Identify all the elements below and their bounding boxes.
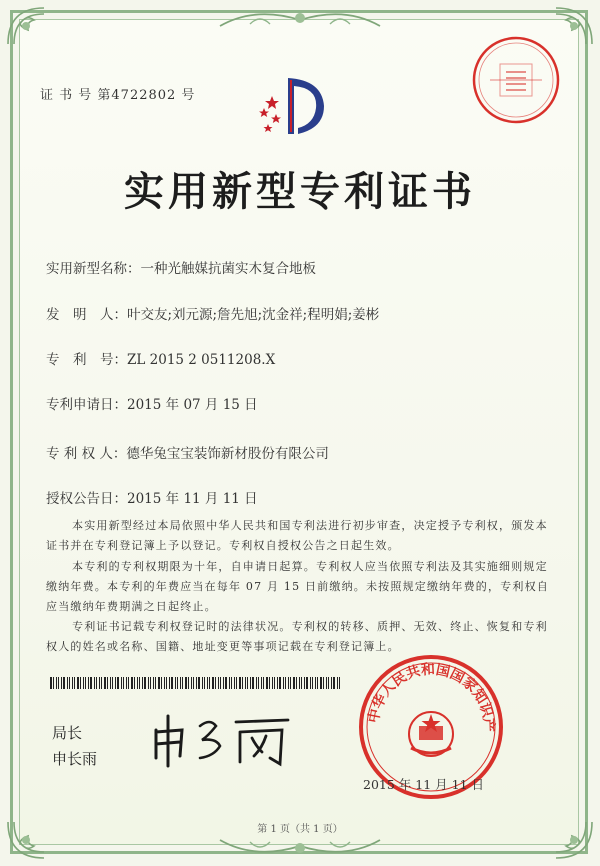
barcode-bar [288, 677, 289, 689]
barcode-bar [96, 677, 97, 689]
barcode-bar [175, 677, 176, 689]
barcode-bar [185, 677, 187, 689]
barcode-bar [212, 677, 214, 689]
barcode-bar [269, 677, 270, 689]
barcode-bar [285, 677, 286, 689]
seal-arc-text: 中华人民共和国国家知识产 [365, 661, 497, 733]
barcode-bar [77, 677, 79, 689]
barcode-bar [164, 677, 165, 689]
corner-ornament [4, 4, 50, 50]
barcode-bar [115, 677, 116, 689]
barcode-bar [277, 677, 278, 689]
barcode-bar [137, 677, 138, 689]
barcode-bar [131, 677, 133, 689]
barcode-bar [153, 677, 154, 689]
barcode-bar [263, 677, 264, 689]
barcode-bar [80, 677, 81, 689]
barcode-bar [134, 677, 135, 689]
barcode-bar [279, 677, 281, 689]
barcode-bar [177, 677, 178, 689]
barcode-bar [293, 677, 295, 689]
barcode-bar [333, 677, 335, 689]
grant-statement: 本实用新型经过本局依照中华人民共和国专利法进行初步审查，决定授予专利权，颁发本证书并在专利登记簿上予以登记。专利权自授权公告之日起生效。 [46, 519, 548, 552]
barcode-bar [220, 677, 221, 689]
barcode-bar [58, 677, 59, 689]
page-number: 第 1 页（共 1 页） [257, 824, 343, 835]
barcode-bar [166, 677, 167, 689]
utility-model-name: 实用新型名称：一种光触媒抗菌实木复合地板 [46, 261, 316, 277]
barcode-bar [142, 677, 143, 689]
barcode-bar [104, 677, 106, 689]
barcode-bar [283, 677, 284, 689]
barcode-bar [223, 677, 224, 689]
barcode-bar [306, 677, 308, 689]
barcode-bar [339, 677, 340, 689]
barcode-bar [171, 677, 173, 689]
barcode-bar [218, 677, 219, 689]
barcode-bar [215, 677, 216, 689]
barcode-bar [128, 677, 129, 689]
filing-date: 专利申请日：2015 年 07 月 15 日 [46, 397, 258, 413]
announcement-date: 授权公告日：2015 年 11 月 11 日 [46, 491, 258, 507]
barcode-bar [56, 677, 57, 689]
barcode-bar [94, 677, 95, 689]
barcode-bar [121, 677, 122, 689]
barcode-bar [304, 677, 305, 689]
barcode-bar [317, 677, 318, 689]
barcode-bar [72, 677, 73, 689]
barcode-bar [101, 677, 102, 689]
director-title: 局长 [52, 724, 83, 742]
barcode-bar [310, 677, 311, 689]
barcode-bar [90, 677, 92, 689]
barcode-bar [191, 677, 192, 689]
barcode-bar [180, 677, 181, 689]
barcode-bar [117, 677, 119, 689]
barcode-bar [312, 677, 313, 689]
register-statement: 专利证书记载专利权登记时的法律状况。专利权的转移、质押、无效、终止、恢复和专利权人的姓名或名称、国籍、地址变更等事项记载在专利登记簿上。 [46, 620, 548, 653]
barcode-bar [252, 677, 254, 689]
barcode-bar [112, 677, 113, 689]
barcode-bar [67, 677, 68, 689]
barcode-bar [245, 677, 246, 689]
barcode-bar [144, 677, 146, 689]
barcode-bar [155, 677, 156, 689]
barcode-bar [234, 677, 235, 689]
term-statement: 本专利的专利权期限为十年，自申请日起算。专利权人应当依照专利法及其实施细则规定缴纳年费。本专利的年费应当在每年 07 月 15 日前缴纳。未按照规定缴纳年费的，专利权自应当缴纳年费期满之日起终止。 [46, 560, 549, 613]
patent-office-logo [258, 72, 330, 140]
inventors: 发 明 人：叶交友;刘元源;詹先旭;沈金祥;程明娟;姜彬 [46, 307, 380, 323]
barcode-bar [320, 677, 322, 689]
barcode-bar [69, 677, 70, 689]
grant-date: 2015 年 11 月 11 日 [363, 777, 484, 792]
barcode-bar [150, 677, 151, 689]
certificate-number: 证 书 号 第4722802 号 [40, 88, 196, 103]
barcode-bar [196, 677, 197, 689]
barcode-bar [236, 677, 237, 689]
barcode-bar [272, 677, 273, 689]
barcode-bar [242, 677, 243, 689]
barcode-bar [328, 677, 329, 689]
barcode-bar [188, 677, 189, 689]
barcode-bar [148, 677, 149, 689]
barcode-bar [202, 677, 203, 689]
patent-number: 专 利 号：ZL 2015 2 0511208.X [46, 352, 276, 368]
barcode-bar [247, 677, 248, 689]
barcode [50, 677, 342, 689]
barcode-bar [331, 677, 332, 689]
bottom-ornament [210, 834, 390, 860]
barcode-bar [231, 677, 232, 689]
barcode-bar [290, 677, 291, 689]
barcode-bar [256, 677, 257, 689]
barcode-bar [161, 677, 162, 689]
certificate-title: 实用新型专利证书 [124, 169, 476, 215]
barcode-bar [207, 677, 208, 689]
barcode-bar [225, 677, 227, 689]
barcode-bar [99, 677, 100, 689]
barcode-bar [323, 677, 324, 689]
barcode-bar [139, 677, 140, 689]
barcode-bar [250, 677, 251, 689]
barcode-bar [209, 677, 210, 689]
barcode-bar [266, 677, 268, 689]
barcode-bar [229, 677, 230, 689]
barcode-bar [63, 677, 65, 689]
special-seal-stamp [470, 34, 562, 126]
barcode-bar [53, 677, 54, 689]
director-name: 申长雨 [52, 750, 98, 768]
barcode-bar [315, 677, 316, 689]
barcode-bar [123, 677, 124, 689]
barcode-bar [274, 677, 275, 689]
barcode-bar [126, 677, 127, 689]
barcode-bar [258, 677, 259, 689]
barcode-bar [301, 677, 302, 689]
barcode-bar [337, 677, 338, 689]
barcode-bar [85, 677, 86, 689]
barcode-bar [74, 677, 75, 689]
barcode-bar [239, 677, 241, 689]
barcode-bar [193, 677, 194, 689]
barcode-bar [299, 677, 300, 689]
barcode-bar [169, 677, 170, 689]
barcode-bar [110, 677, 111, 689]
patentee: 专 利 权 人：德华兔宝宝装饰新材股份有限公司 [46, 446, 329, 462]
barcode-bar [182, 677, 183, 689]
top-ornament [210, 6, 390, 32]
barcode-bar [83, 677, 84, 689]
barcode-bar [204, 677, 205, 689]
barcode-bar [326, 677, 327, 689]
barcode-bar [261, 677, 262, 689]
barcode-bar [296, 677, 297, 689]
barcode-bar [158, 677, 160, 689]
handwritten-signature [148, 708, 298, 768]
barcode-bar [198, 677, 200, 689]
barcode-bar [50, 677, 52, 689]
barcode-bar [61, 677, 62, 689]
barcode-bar [88, 677, 89, 689]
barcode-bar [107, 677, 108, 689]
